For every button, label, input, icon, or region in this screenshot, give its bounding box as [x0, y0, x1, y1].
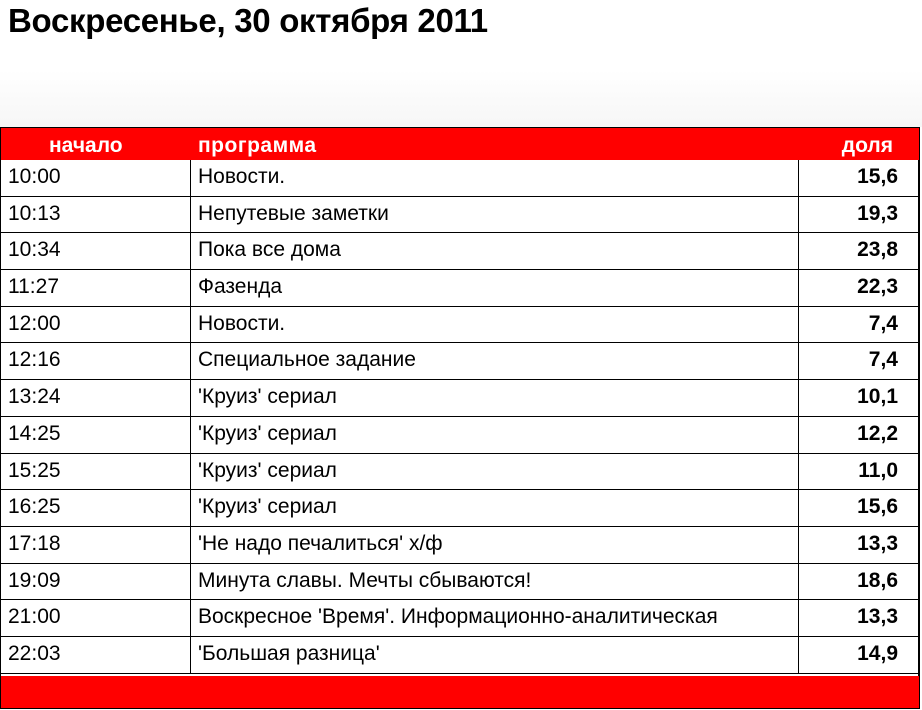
- start-time-cell: 19:09: [1, 564, 191, 600]
- table-row: [1, 600, 919, 637]
- start-time-cell: 11:27: [1, 270, 191, 306]
- table-row: [1, 454, 919, 491]
- table-row: [1, 307, 919, 344]
- share-cell: 14,9: [857, 641, 898, 665]
- program-cell: Фазенда: [191, 270, 799, 306]
- share-cell: 13,3: [857, 605, 898, 629]
- program-cell: 'Круиз' сериал: [191, 380, 799, 416]
- page-title: Воскресенье, 30 октября 2011: [8, 2, 488, 39]
- share-cell: 11,0: [858, 458, 898, 482]
- header-share: доля: [841, 134, 893, 157]
- share-cell: 23,8: [857, 238, 898, 262]
- table-row: [1, 160, 919, 197]
- program-cell: Новости.: [191, 160, 799, 196]
- share-cell: 22,3: [857, 275, 898, 299]
- share-cell: 7,4: [868, 348, 898, 372]
- share-cell: 18,6: [857, 568, 898, 592]
- share-cell: 7,4: [868, 311, 898, 335]
- schedule-table: [0, 127, 920, 709]
- table-row: [1, 343, 919, 380]
- share-cell: 15,6: [857, 495, 898, 519]
- program-cell: Пока все дома: [191, 233, 799, 269]
- table-row: [1, 270, 919, 307]
- footer-bar: [1, 676, 919, 708]
- start-time-cell: 16:25: [1, 490, 191, 526]
- start-time-cell: 10:13: [1, 197, 191, 233]
- header-program: программа: [198, 134, 317, 157]
- header-start: начало: [49, 134, 123, 157]
- program-cell: 'Круиз' сериал: [191, 490, 799, 526]
- program-cell: Минута славы. Мечты сбываются!: [191, 564, 799, 600]
- table-row: [1, 490, 919, 527]
- table-row: [1, 197, 919, 234]
- share-cell: 19,3: [857, 201, 898, 225]
- program-cell: 'Большая разница': [191, 637, 799, 673]
- start-time-cell: 15:25: [1, 454, 191, 490]
- program-cell: Новости.: [191, 307, 799, 343]
- title-area: [0, 0, 922, 127]
- start-time-cell: 10:00: [1, 160, 191, 196]
- program-cell: 'Круиз' сериал: [191, 417, 799, 453]
- start-time-cell: 10:34: [1, 233, 191, 269]
- share-cell: 15,6: [857, 165, 898, 188]
- program-cell: Воскресное 'Время'. Информационно-аналитическая: [191, 600, 799, 636]
- start-time-cell: 17:18: [1, 527, 191, 563]
- table-header-row: [1, 128, 919, 160]
- table-row: [1, 417, 919, 454]
- table-row: [1, 527, 919, 564]
- start-time-cell: 13:24: [1, 380, 191, 416]
- start-time-cell: 14:25: [1, 417, 191, 453]
- program-cell: Специальное задание: [191, 343, 799, 379]
- program-cell: 'Круиз' сериал: [191, 454, 799, 490]
- program-cell: Непутевые заметки: [191, 197, 799, 233]
- share-cell: 12,2: [857, 421, 898, 445]
- table-row: [1, 380, 919, 417]
- table-row: [1, 637, 919, 674]
- table-row: [1, 564, 919, 601]
- start-time-cell: 12:00: [1, 307, 191, 343]
- start-time-cell: 21:00: [1, 600, 191, 636]
- start-time-cell: 22:03: [1, 637, 191, 673]
- share-cell: 13,3: [857, 531, 898, 555]
- table-body: [1, 160, 919, 674]
- table-row: [1, 233, 919, 270]
- program-cell: 'Не надо печалиться' х/ф: [191, 527, 799, 563]
- share-cell: 10,1: [857, 385, 898, 409]
- start-time-cell: 12:16: [1, 343, 191, 379]
